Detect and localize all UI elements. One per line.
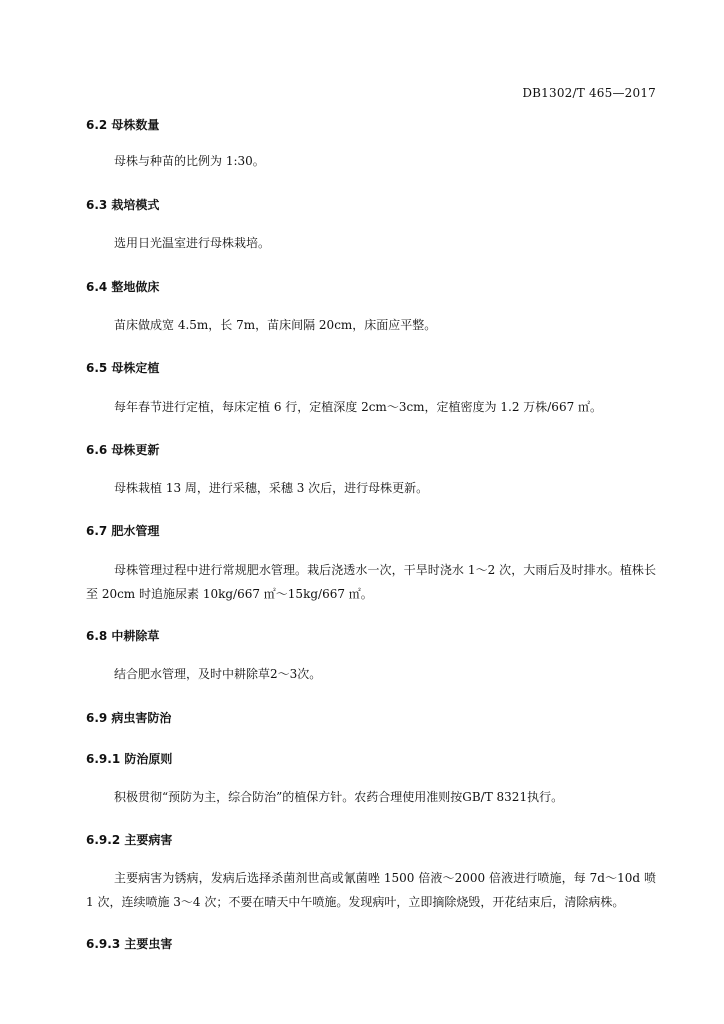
- paragraph-6-5: 每年春节进行定植，每床定植 6 行，定植深度 2cm～3cm，定植密度为 1.2 万株/667 ㎡。: [114, 400, 603, 414]
- heading-6-5: 6.5 母株定植: [86, 361, 160, 375]
- heading-6-2: 6.2 母株数量: [86, 118, 160, 132]
- paragraph-6-4: 苗床做成宽 4.5m，长 7m，苗床间隔 20cm，床面应平整。: [114, 318, 437, 332]
- heading-6-9: 6.9 病虫害防治: [86, 711, 172, 725]
- heading-6-7: 6.7 肥水管理: [86, 524, 160, 538]
- heading-6-4: 6.4 整地做床: [86, 280, 160, 294]
- paragraph-6-7: 母株管理过程中进行常规肥水管理。栽后浇透水一次，干旱时浇水 1～2 次，大雨后及时排水。植株长至 20cm 时追施尿素 10kg/667 ㎡～15kg/667 ㎡。: [86, 563, 656, 601]
- paragraph-6-2: 母株与种苗的比例为 1:30。: [114, 154, 265, 168]
- heading-6-3: 6.3 栽培模式: [86, 198, 160, 212]
- heading-6-6: 6.6 母株更新: [86, 443, 160, 457]
- heading-6-9-1: 6.9.1 防治原则: [86, 752, 173, 766]
- document-number: DB1302/T 465—2017: [522, 86, 656, 100]
- paragraph-6-8: 结合肥水管理，及时中耕除草2～3次。: [114, 667, 322, 681]
- heading-6-8: 6.8 中耕除草: [86, 629, 160, 643]
- heading-6-9-2: 6.9.2 主要病害: [86, 833, 173, 847]
- paragraph-6-9-1: 积极贯彻“预防为主，综合防治”的植保方针。农药合理使用准则按GB/T 8321执行。: [114, 790, 564, 804]
- paragraph-6-6: 母株栽植 13 周，进行采穗，采穗 3 次后，进行母株更新。: [114, 481, 429, 495]
- heading-6-9-3: 6.9.3 主要虫害: [86, 937, 173, 951]
- paragraph-6-3: 选用日光温室进行母株栽培。: [114, 236, 271, 250]
- paragraph-6-9-2: 主要病害为锈病，发病后选择杀菌剂世高或氰菌唑 1500 倍液～2000 倍液进行喷施，每 7d～10d 喷 1 次，连续喷施 3～4 次；不要在晴天中午喷施。发现病叶，立即摘除烧毁，开花结束后，清除病株。: [86, 871, 656, 909]
